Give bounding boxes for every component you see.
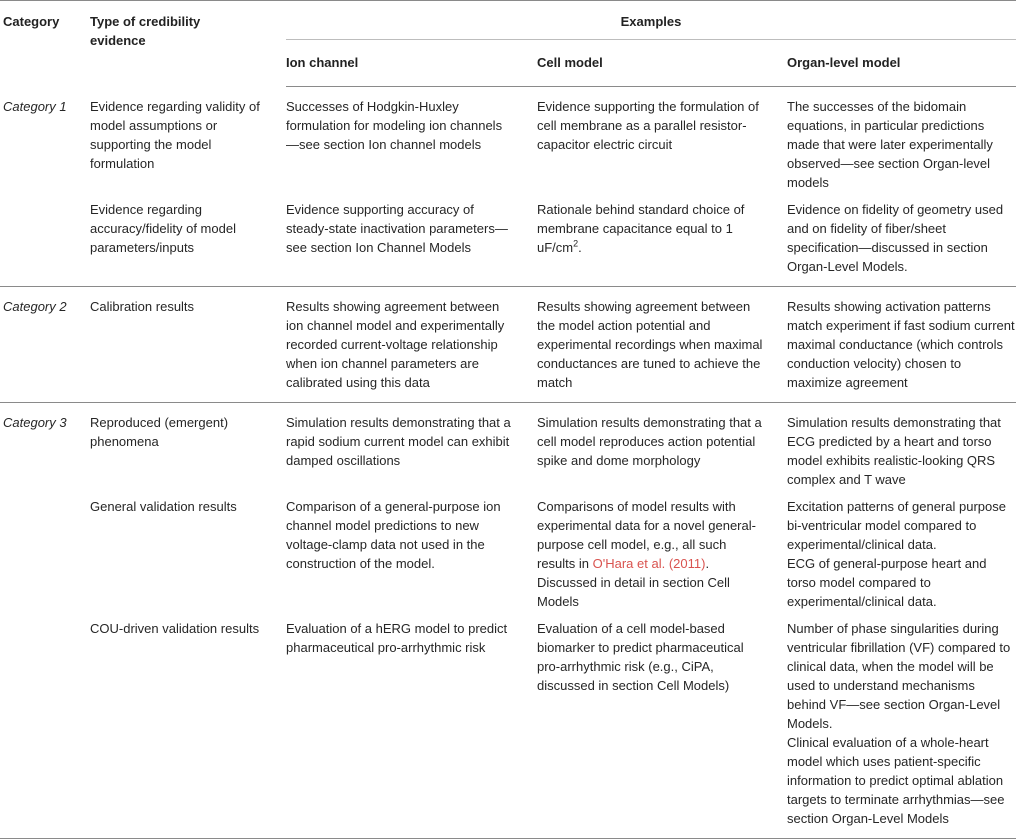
evidence-type: Reproduced (emergent) phenomena (90, 415, 229, 449)
table-row (0, 87, 1016, 201)
cell-model-example (537, 200, 787, 287)
category-label: Category 3 (3, 415, 67, 430)
header-cell-model: Cell model (537, 40, 787, 87)
ion-channel-example: Successes of Hodgkin-Huxley formulation for modeling ion channels—see section Ion channel models (286, 99, 503, 152)
category-label (0, 497, 90, 619)
cell-model-text: Comparisons of model results with experimental data for a novel general-purpose cell model, e.g., all such results in (537, 499, 756, 571)
ion-channel-example: Evaluation of a hERG model to predict pharmaceutical pro-arrhythmic risk (286, 619, 537, 839)
header-category: Category (3, 14, 60, 29)
ion-channel-example: Results showing agreement between ion channel model and experimentally recorded current-voltage relationship when ion channel parameters are calibrated using this data (286, 287, 537, 403)
cell-model-example: Evaluation of a cell model-based biomarker to predict pharmaceutical pro-arrhythmic risk (e.g., CiPA, discussed in section Cell Models) (537, 619, 787, 839)
organ-level-example-item: Clinical evaluation of a whole-heart model which uses patient-specific information to predict optimal ablation targets to terminate arrhythmias—see section Organ-Level Models (787, 735, 1005, 826)
cell-model-text-end: . (578, 240, 582, 255)
header-organ-level-model: Organ-level model (787, 40, 1016, 87)
evidence-type: COU-driven validation results (90, 619, 286, 839)
organ-level-example-item: ECG of general-purpose heart and torso model compared to experimental/clinical data. (787, 556, 987, 609)
evidence-type: Evidence regarding validity of model assumptions or supporting the model formulation (90, 98, 260, 171)
ion-channel-example: Simulation results demonstrating that a rapid sodium current model can exhibit damped oscillations (286, 415, 511, 468)
organ-level-example (787, 497, 1016, 619)
evidence-type: General validation results (90, 499, 237, 514)
organ-level-example: The successes of the bidomain equations, in particular predictions made that were later experimentally observed—see section Organ-level models (787, 99, 993, 190)
table-row (0, 619, 1016, 839)
category-label: Category 2 (0, 287, 90, 403)
category-label (0, 200, 90, 287)
table-row (0, 497, 1016, 619)
header-examples: Examples (286, 1, 1016, 40)
organ-level-example-item: Excitation patterns of general purpose bi-ventricular model compared to experimental/clinical data. (787, 499, 1006, 552)
evidence-type: Evidence regarding accuracy/fidelity of model parameters/inputs (90, 200, 286, 287)
ion-channel-example: Comparison of a general-purpose ion channel model predictions to new voltage-clamp data not used in the construction of the model. (286, 499, 501, 571)
table-row (0, 403, 1016, 498)
category-label (0, 619, 90, 839)
header-row-1 (0, 1, 1016, 40)
cell-model-text-end: . Discussed in detail in section Cell Models (537, 556, 730, 609)
organ-level-example: Results showing activation patterns match experiment if fast sodium current maximal conductance (which controls conduction velocity) chosen to maximize agreement (787, 287, 1016, 403)
table-row (0, 200, 1016, 287)
header-ion-channel: Ion channel (286, 40, 537, 87)
ion-channel-example: Evidence supporting accuracy of steady-state inactivation parameters—see section Ion Channel Models (286, 200, 537, 287)
header-type-of-evidence: Type of credibility evidence (90, 14, 201, 48)
cell-model-example (537, 497, 787, 619)
cell-model-example: Evidence supporting the formulation of cell membrane as a parallel resistor-capacitor electric circuit (537, 99, 759, 152)
cell-model-example: Simulation results demonstrating that a cell model reproduces action potential spike and dome morphology (537, 415, 762, 468)
organ-level-example (787, 619, 1016, 839)
organ-level-example-item: Number of phase singularities during ventricular fibrillation (VF) compared to clinical data, when the model will be used to understand mechanisms behind VF—see section Organ-Level Models. (787, 621, 1011, 731)
citation-link[interactable]: O'Hara et al. (2011) (592, 556, 706, 571)
category-label: Category 1 (3, 98, 67, 114)
cell-model-text: Rationale behind standard choice of membrane capacitance equal to 1 uF/cm (537, 202, 745, 255)
evidence-type: Calibration results (90, 287, 286, 403)
superscript: 2 (573, 238, 579, 249)
organ-level-example: Evidence on fidelity of geometry used and on fidelity of fiber/sheet specification—discussed in section Organ-Level Models. (787, 200, 1016, 287)
table-row (0, 287, 1016, 403)
organ-level-example: Simulation results demonstrating that ECG predicted by a heart and torso model exhibits realistic-looking QRS complex and T wave (787, 415, 1001, 487)
cell-model-example: Results showing agreement between the model action potential and experimental recordings when maximal conductances are tuned to achieve the match (537, 287, 787, 403)
